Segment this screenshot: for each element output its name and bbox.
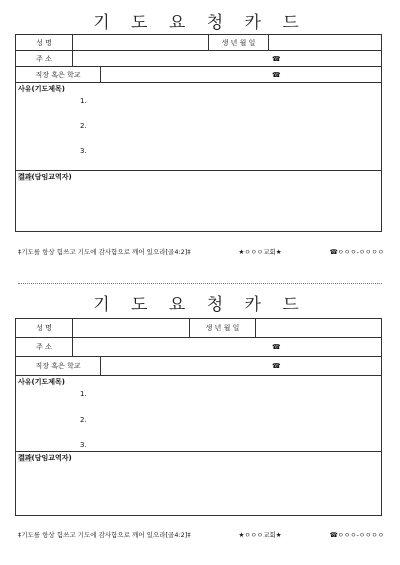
reason-item-3: 3.: [80, 441, 87, 449]
address-field[interactable]: [72, 338, 381, 356]
footer-phone: ☎ㅇㅇㅇ-ㅇㅇㅇㅇ: [329, 248, 384, 256]
address-label: 주 소: [36, 343, 52, 351]
card-title: 기 도 요 청 카 드: [93, 13, 307, 33]
name-row: [16, 319, 381, 338]
result-header: [18, 453, 72, 463]
footer-verse: ‡기도를 항상 힘쓰고 기도에 감사함으로 깨어 있으라[골4:2]‡: [18, 531, 191, 539]
reason-item-1: 1.: [80, 390, 87, 398]
card-title: 기 도 요 청 카 드: [93, 295, 307, 315]
result-header-main: 결과: [18, 454, 32, 462]
reason-header: 사유(기도제목): [18, 85, 65, 93]
work-field[interactable]: [100, 357, 381, 375]
card-footer: [18, 247, 384, 256]
work-row: [16, 357, 381, 376]
footer-verse: ‡기도를 항상 힘쓰고 기도에 감사함으로 깨어 있으라[골4:2]‡: [18, 248, 191, 256]
reason-header: 사유(기도제목): [18, 378, 65, 386]
reason-section[interactable]: [16, 83, 381, 171]
phone-icon: ☎: [272, 343, 281, 351]
birth-label: 생 년 월 일: [208, 35, 268, 50]
address-field[interactable]: [72, 51, 381, 66]
name-label: 성 명: [36, 38, 52, 47]
reason-item-2: 2.: [80, 416, 87, 424]
name-field[interactable]: [72, 319, 189, 337]
footer-church: ★ㅇㅇㅇ교회★: [238, 531, 282, 539]
address-row: [16, 338, 381, 357]
phone-icon: ☎: [272, 70, 281, 79]
footer-phone: ☎ㅇㅇㅇ-ㅇㅇㅇㅇ: [329, 531, 384, 539]
phone-icon: ☎: [272, 54, 281, 63]
work-label: 직장 혹은 학교: [35, 362, 81, 370]
cut-divider: [18, 283, 382, 284]
birth-label: 생 년 월 일: [189, 319, 255, 337]
result-section[interactable]: [16, 452, 381, 515]
address-label: 주 소: [36, 54, 52, 63]
reason-item-1: 1.: [80, 97, 87, 105]
reason-section[interactable]: [16, 376, 381, 452]
prayer-request-form: [15, 318, 382, 516]
work-label: 직장 혹은 학교: [35, 70, 81, 79]
card-footer: [18, 530, 384, 539]
name-row: [16, 35, 381, 51]
work-field[interactable]: [100, 67, 381, 82]
result-header-sub: (담임교역자): [31, 454, 72, 462]
result-section[interactable]: [16, 171, 381, 231]
reason-item-3: 3.: [80, 147, 87, 155]
result-header-main: 결과: [18, 173, 32, 181]
birth-field[interactable]: [268, 35, 381, 50]
name-label: 성 명: [36, 324, 52, 332]
phone-icon: ☎: [272, 362, 281, 370]
name-field[interactable]: [72, 35, 208, 50]
address-row: [16, 51, 381, 67]
reason-item-2: 2.: [80, 122, 87, 130]
result-header: [18, 172, 72, 182]
result-header-sub: (담임교역자): [31, 173, 72, 181]
footer-church: ★ㅇㅇㅇ교회★: [238, 248, 282, 256]
birth-field[interactable]: [255, 319, 381, 337]
prayer-request-form: [15, 34, 382, 232]
work-row: [16, 67, 381, 83]
